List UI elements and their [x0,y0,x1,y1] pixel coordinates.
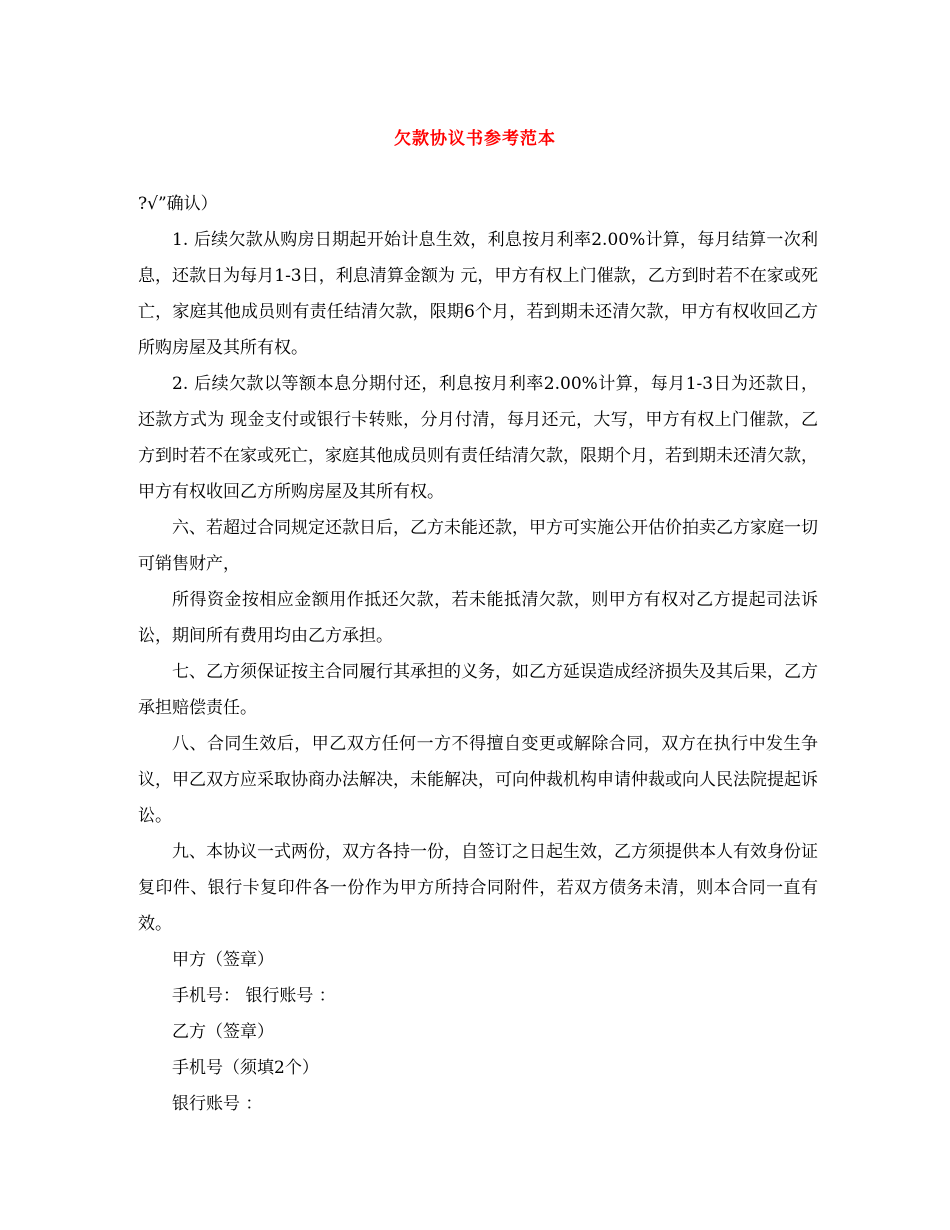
paragraph-clause-six: 六、若超过合同规定还款日后，乙方未能还款，甲方可实施公开估价拍卖乙方家庭一切可销售财产， [138,518,818,574]
party-b-phone: 手机号（须填2个） [172,1058,319,1078]
paragraph-clause-1: 1. 后续欠款从购房日期起开始计息生效，利息按月利率2.00%计算，每月结算一次利息，还款日为每月1-3日，利息清算金额为 元，甲方有权上门催款，乙方到时若不在家或死亡，家庭其他成员则有责任结清欠款，限期6个月，若到期未还清欠款，甲方有权收回乙方所购房屋及其所有权。 [138,230,818,358]
paragraph-confirm: ?√”确认） [138,194,218,214]
party-a-signature: 甲方（签章） [172,950,274,970]
paragraph-clause-nine: 九、本协议一式两份，双方各持一份，自签订之日起生效，乙方须提供本人有效身份证复印件、银行卡复印件各一份作为甲方所持合同附件，若双方债务未清，则本合同一直有效。 [138,842,818,934]
party-b-signature: 乙方（签章） [172,1022,274,1042]
paragraph-clause-seven: 七、乙方须保证按主合同履行其承担的义务，如乙方延误造成经济损失及其后果，乙方承担赔偿责任。 [138,662,818,718]
paragraph-clause-six-cont: 所得资金按相应金额用作抵还欠款，若未能抵清欠款，则甲方有权对乙方提起司法诉讼，期间所有费用均由乙方承担。 [138,590,818,646]
paragraph-clause-2: 2. 后续欠款以等额本息分期付还，利息按月利率2.00%计算，每月1-3日为还款日，还款方式为 现金支付或银行卡转账，分月付清，每月还元，大写，甲方有权上门催款，乙方到时若不在家或死亡，家庭其他成员则有责任结清欠款，限期个月，若到期未还清欠款，甲方有权收回乙方所购房屋及其所有权。 [138,374,818,502]
document-body [138,186,818,1122]
party-b-bank: 银行账号 ： [172,1094,263,1114]
paragraph-clause-eight: 八、合同生效后，甲乙双方任何一方不得擅自变更或解除合同，双方在执行中发生争议，甲乙双方应采取协商办法解决，未能解决，可向仲裁机构申请仲裁或向人民法院提起诉讼。 [138,734,818,826]
party-a-contact: 手机号： 银行账号 ： [172,986,336,1006]
document-title: 欠款协议书参考范本 [394,129,556,149]
